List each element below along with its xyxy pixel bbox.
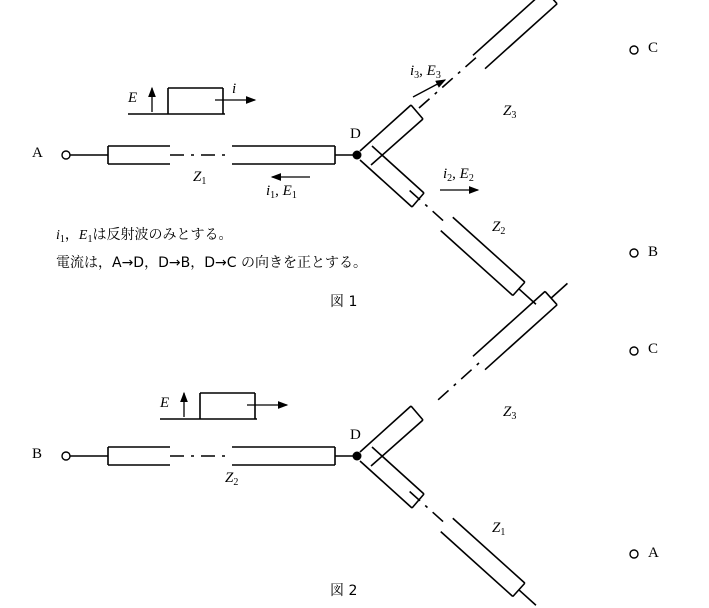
- fig2-terminal-A-node: [630, 550, 638, 558]
- fig1-label-B: B: [648, 244, 659, 260]
- fig1-caption: 図 1: [330, 294, 358, 310]
- fig1-label-Z1: $Z_1$: [193, 169, 207, 187]
- fig1-label-Z2: $Z_2$: [492, 219, 506, 237]
- fig2-label-Z1: $Z_1$: [492, 520, 506, 538]
- fig2-terminal-B-node: [62, 452, 70, 460]
- fig1-note-line-2: 電流は，A→D，D→B，D→C の向きを正とする。: [56, 255, 367, 271]
- fig2-line-Z2: [108, 447, 357, 465]
- fig2-source-symbol: [160, 393, 287, 419]
- fig1-note-line-1: $i_1$，$E_1$は反射波のみとする。: [56, 227, 233, 245]
- fig1-label-i2-E2: $i_2$, $E_2$: [443, 166, 474, 184]
- fig1-label-A: A: [32, 145, 43, 161]
- fig2-line-Z1: [360, 447, 542, 608]
- fig2-label-D: D: [350, 427, 361, 443]
- fig2-caption: 図 2: [330, 583, 358, 599]
- fig2-line-Z3: [360, 277, 573, 466]
- fig1-line-Z3: [360, 0, 581, 165]
- fig1-label-E: E: [128, 90, 138, 106]
- fig1-junction-D: [353, 151, 362, 160]
- fig2-label-B: B: [32, 446, 43, 462]
- fig2-label-Z3: $Z_3$: [503, 404, 517, 422]
- fig1-label-D: D: [350, 126, 361, 142]
- fig2-label-E: E: [160, 395, 170, 411]
- fig1-label-C: C: [648, 40, 659, 56]
- fig1-line-Z1: [108, 146, 357, 164]
- fig2-label-A: A: [648, 545, 659, 561]
- fig2-label-C: C: [648, 341, 659, 357]
- fig1-label-Z3: $Z_3$: [503, 103, 517, 121]
- fig2-junction-D: [353, 452, 362, 461]
- fig1-label-i3-E3: $i_3$, $E_3$: [410, 63, 441, 81]
- fig1-terminal-C-node: [630, 46, 638, 54]
- fig2-label-Z2: $Z_2$: [225, 470, 239, 488]
- fig1-terminal-B-node: [630, 249, 638, 257]
- fig1-label-i: i: [232, 81, 237, 97]
- fig1-label-i1-E1: $i_1$, $E_1$: [266, 183, 297, 201]
- fig2-terminal-C-node: [630, 347, 638, 355]
- fig1-terminal-A-node: [62, 151, 70, 159]
